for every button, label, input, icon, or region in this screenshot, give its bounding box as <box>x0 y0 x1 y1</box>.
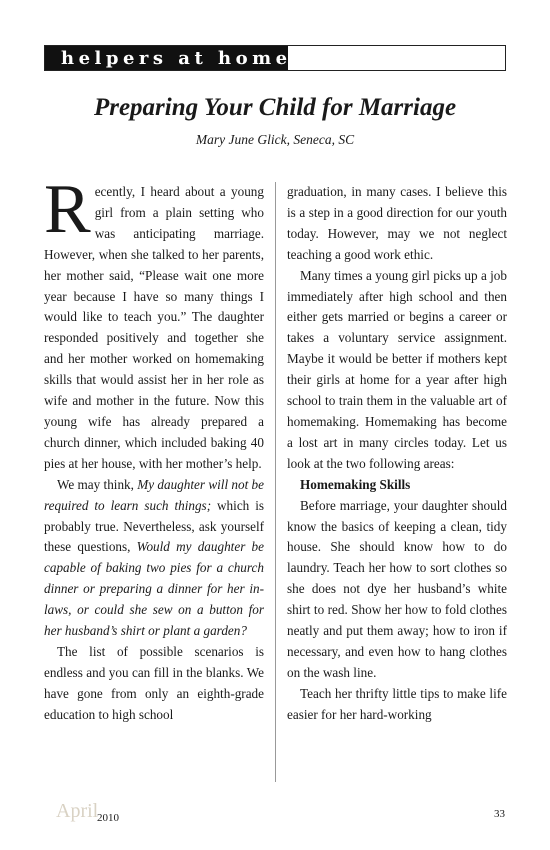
section-label: helpers at home <box>45 46 288 70</box>
italic-text: My daughter will not be required to learn such things; <box>44 476 265 513</box>
article-byline: Mary June Glick, Seneca, SC <box>195 132 355 147</box>
footer-month: April <box>56 800 99 822</box>
paragraph-text: ecently, I heard about a young girl from a plain setting who was anticipating marriage. However, when she talked to her parents, her mother said, “Please wait one more year because I have so many things I would like to teach you.” The daughter responded positively and together she and her mother worked on homemaking skills that would assist her in her role as wife and mother in the future. Now this young wife has already prepared a church dinner, which included baking 40 pies at her house, with her mother’s help. <box>44 184 264 471</box>
drop-cap: R <box>44 171 91 248</box>
column-divider <box>275 182 276 782</box>
paragraph: Many times a young girl picks up a job immediately after high school and then either gets married or begins a career or takes a voluntary service assignment. Maybe it would be better if mothers kept their girls at home for a year after high school to train them in the valuable art of homemaking. Homemaking has become a lost art in many circles today. Let us look at the two following areas: <box>287 267 507 471</box>
paragraph-text: We may think, <box>57 476 138 492</box>
left-column <box>44 171 265 726</box>
article-title: Preparing Your Child for Marriage <box>93 94 457 121</box>
section-header <box>44 45 506 71</box>
page-number: 33 <box>494 808 505 820</box>
paragraph <box>44 475 264 642</box>
paragraph: graduation, in many cases. I believe this is a step in a good direction for our youth today. However, may we not neglect teaching a good work ethic. <box>287 184 507 262</box>
paragraph: Teach her thrifty little tips to make life easier for her hard-working <box>287 685 507 722</box>
paragraph <box>44 171 264 475</box>
subheading: Homemaking Skills <box>300 476 411 492</box>
right-column <box>287 182 507 726</box>
paragraph-text: which is probably true. Nevertheless, ask yourself these questions, <box>44 497 264 555</box>
paragraph: Before marriage, your daughter should know the basics of keeping a clean, tidy house. She should know how to do laundry. Teach her how to sort clothes so she does not dye her husband’s white shirt to red. Show her how to fold clothes neatly and put them away; how to iron if necessary, and even how to hang clothes on the wash line. <box>287 497 507 680</box>
paragraph: The list of possible scenarios is endless and you can fill in the blanks. We have gone from only an eighth-grade education to high school <box>44 643 264 722</box>
italic-text: Would my daughter be capable of baking two pies for a church dinner or preparing a dinner for her in-laws, or could she sew on a button for her husband’s shirt or plant a garden? <box>44 539 264 639</box>
footer-year: 2010 <box>97 812 119 824</box>
